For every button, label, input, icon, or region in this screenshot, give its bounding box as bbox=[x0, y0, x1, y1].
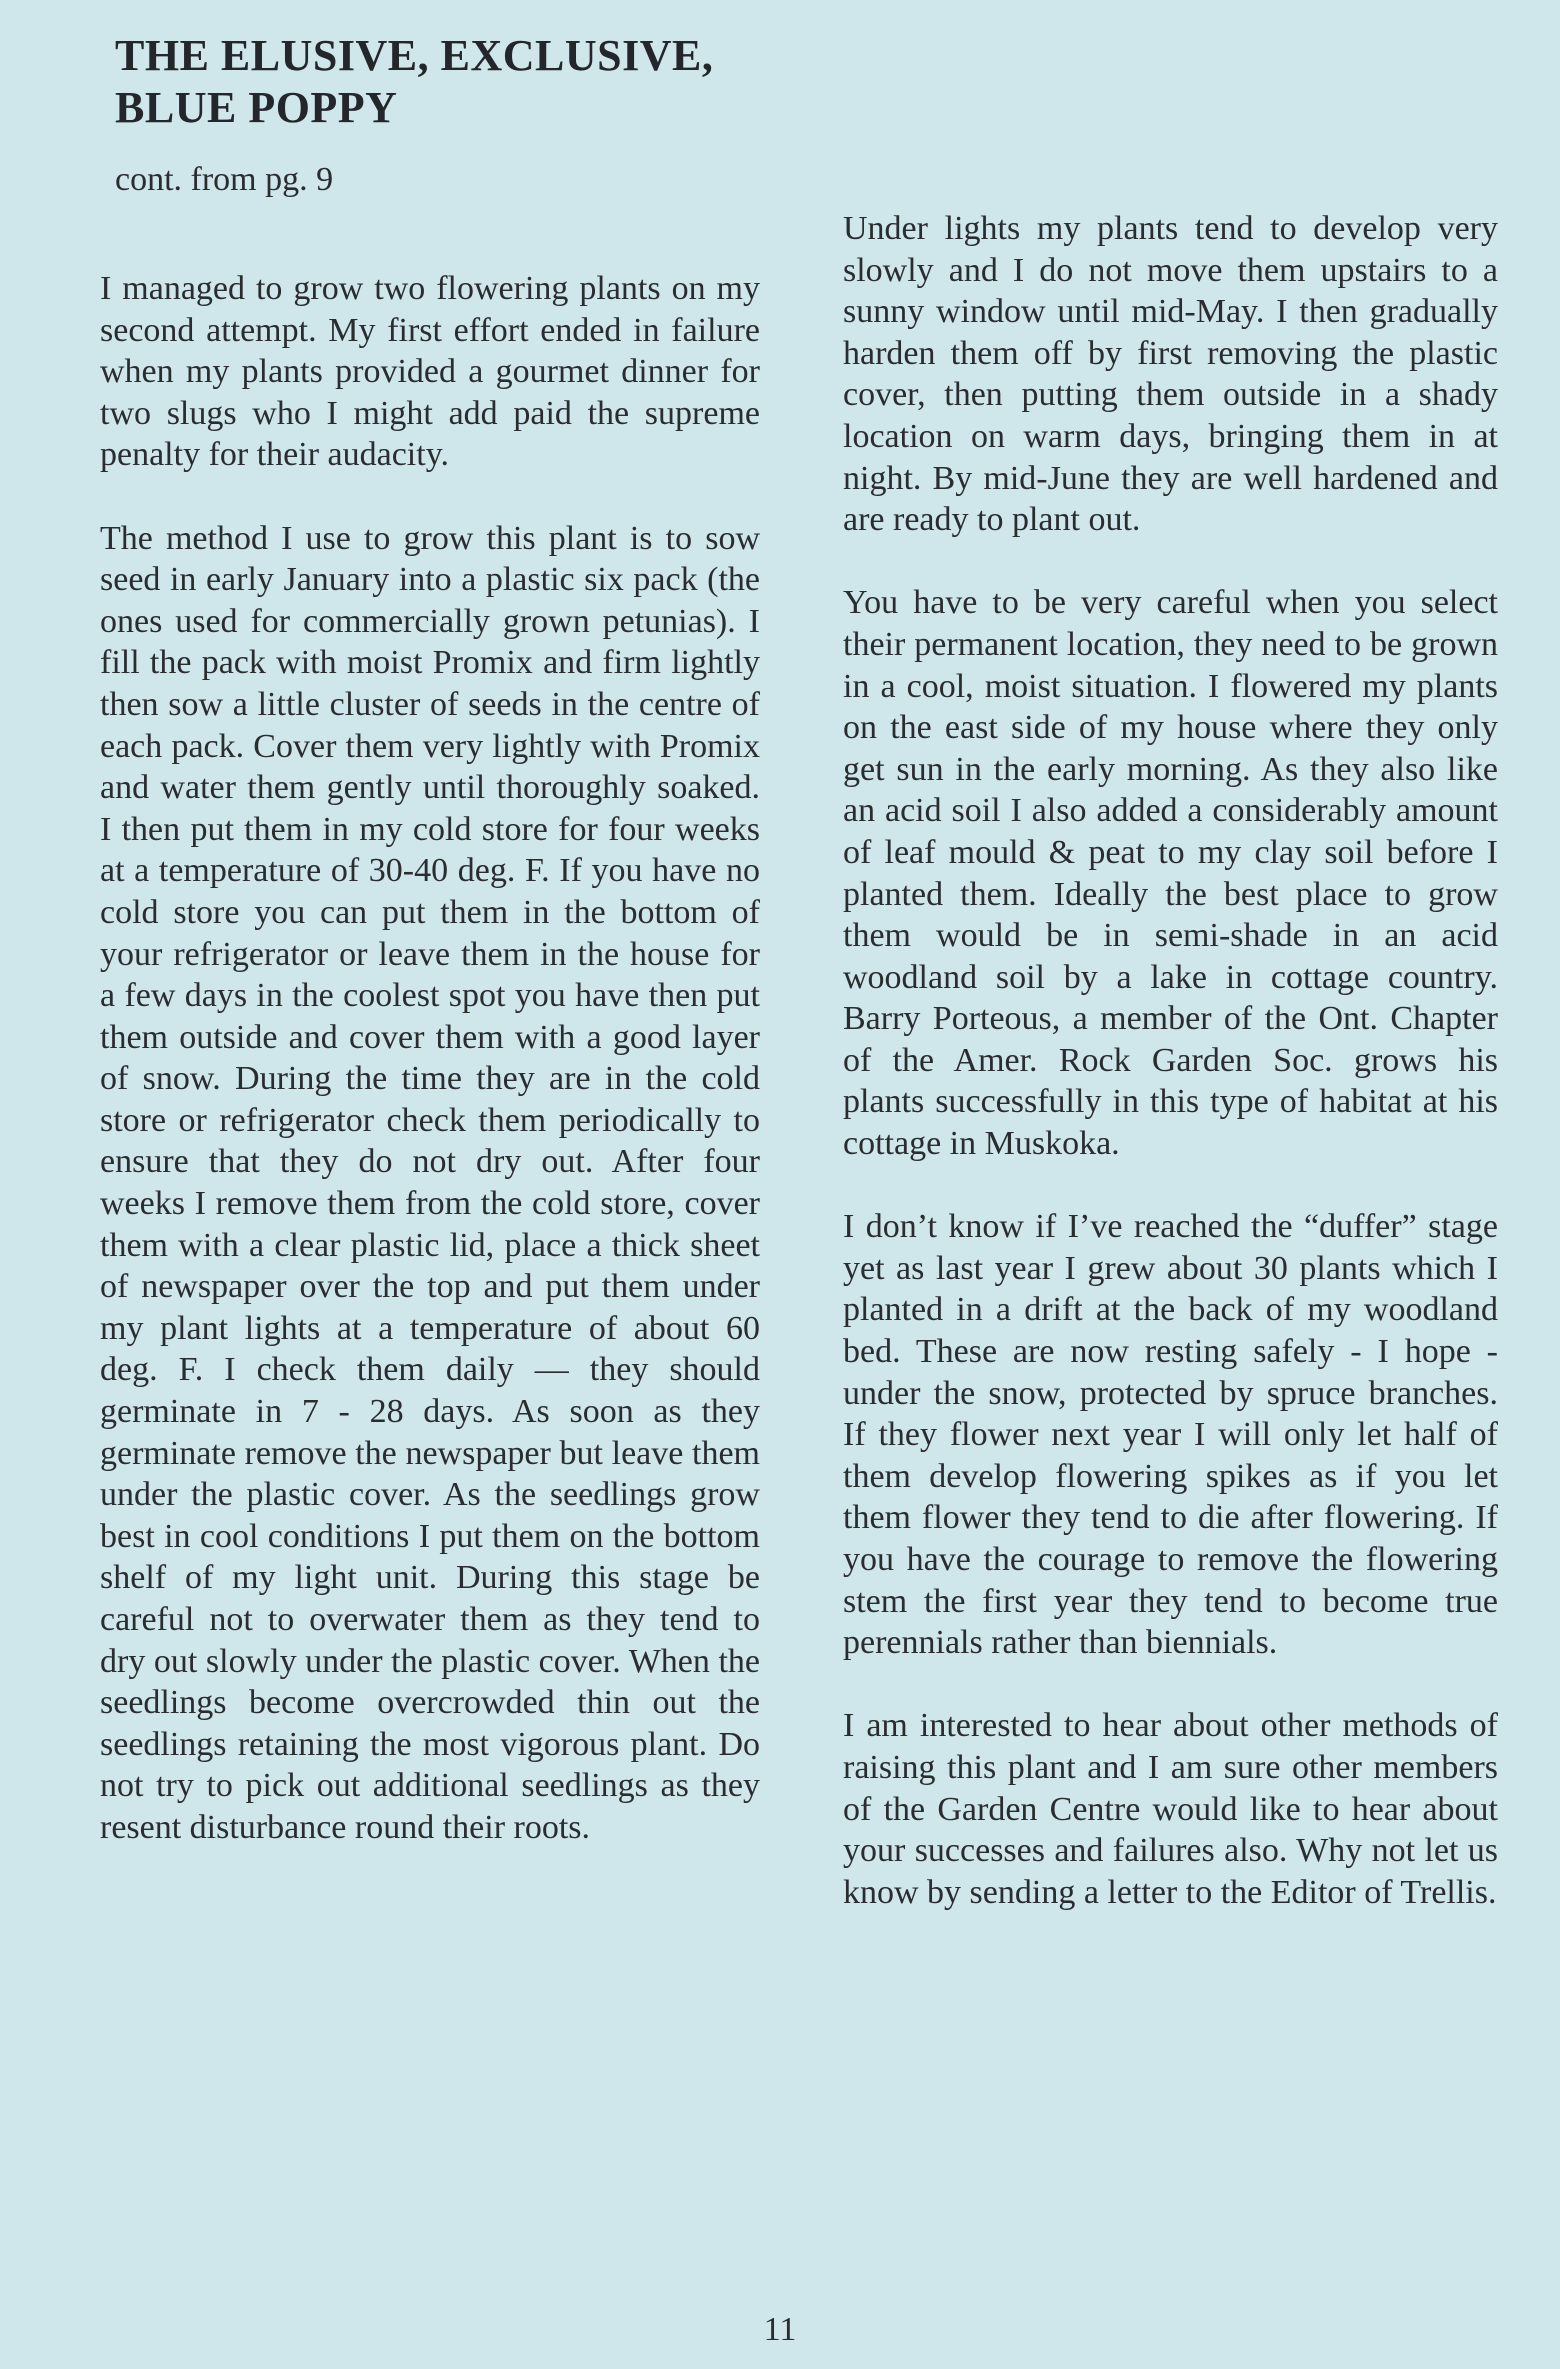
article-title-line-1: THE ELUSIVE, EXCLUSIVE, bbox=[115, 31, 714, 80]
paragraph: I don’t know if I’ve reached the “duffer” stage yet as last year I grew about 30 plants which I planted in a drift at the back of my woodland bed. These are now resting safely - I hope - under the snow, protected by spruce branches. If they flower next year I will only let half of them develop flowering spikes as if you let them flower they tend to die after flowering. If you have the courage to remove the flowering stem the first year they tend to become true perennials rather than biennials. bbox=[843, 1208, 1498, 1662]
continued-note: cont. from pg. 9 bbox=[115, 161, 334, 198]
paragraph: I am interested to hear about other methods of raising this plant and I am sure other members of the Garden Centre would like to hear about your successes and failures also. Why not let us know by sending a letter to the Editor of Trellis. bbox=[843, 1707, 1498, 1911]
page-number: 11 bbox=[763, 2311, 797, 2348]
left-column bbox=[100, 268, 760, 1849]
paragraph: Under lights my plants tend to develop very slowly and I do not move them upstairs to a sunny window until mid-May. I then gradually harden them off by first removing the plastic cover, then putting them outside in a shady location on warm days, bringing them in at night. By mid-June they are well hardened and are ready to plant out. bbox=[843, 210, 1498, 539]
article-title bbox=[115, 30, 815, 134]
paragraph: I managed to grow two flowering plants on my second attempt. My first effort ended in failure when my plants provided a gourmet dinner for two slugs who I might add paid the supreme penalty for their audacity. bbox=[100, 270, 760, 474]
right-column bbox=[843, 208, 1498, 1913]
paragraph: You have to be very careful when you select their permanent location, they need to be grown in a cool, moist situation. I flowered my plants on the east side of my house where they only get sun in the early morning. As they also like an acid soil I also added a considerably amount of leaf mould & peat to my clay soil before I planted them. Ideally the best place to grow them would be in semi-shade in an acid woodland soil by a lake in cottage country. Barry Porteous, a member of the Ont. Chapter of the Amer. Rock Garden Soc. grows his plants successfully in this type of habitat at his cottage in Muskoka. bbox=[843, 584, 1498, 1163]
paragraph: The method I use to grow this plant is to sow seed in early January into a plastic six pack (the ones used for commercially grown petunias). I fill the pack with moist Promix and firm lightly then sow a little cluster of seeds in the centre of each pack. Cover them very lightly with Promix and water them gently until thoroughly soaked. I then put them in my cold store for four weeks at a temperature of 30-40 deg. F. If you have no cold store you can put them in the bottom of your refrigerator or leave them in the house for a few days in the coolest spot you have then put them outside and cover them with a good layer of snow. During the time they are in the cold store or refrigerator check them periodically to ensure that they do not dry out. After four weeks I remove them from the cold store, cover them with a clear plastic lid, place a thick sheet of newspaper over the top and put them under my plant lights at a temperature of about 60 deg. F. I check them daily — they should germinate in 7 - 28 days. As soon as they germinate remove the newspaper but leave them under the plastic cover. As the seedlings grow best in cool conditions I put them on the bottom shelf of my light unit. During this stage be careful not to overwater them as they tend to dry out slowly under the plastic cover. When the seedlings become overcrowded thin out the seedlings retaining the most vigorous plant. Do not try to pick out additional seedlings as they resent disturbance round their roots. bbox=[100, 519, 760, 1846]
article-title-line-2: BLUE POPPY bbox=[115, 83, 398, 132]
